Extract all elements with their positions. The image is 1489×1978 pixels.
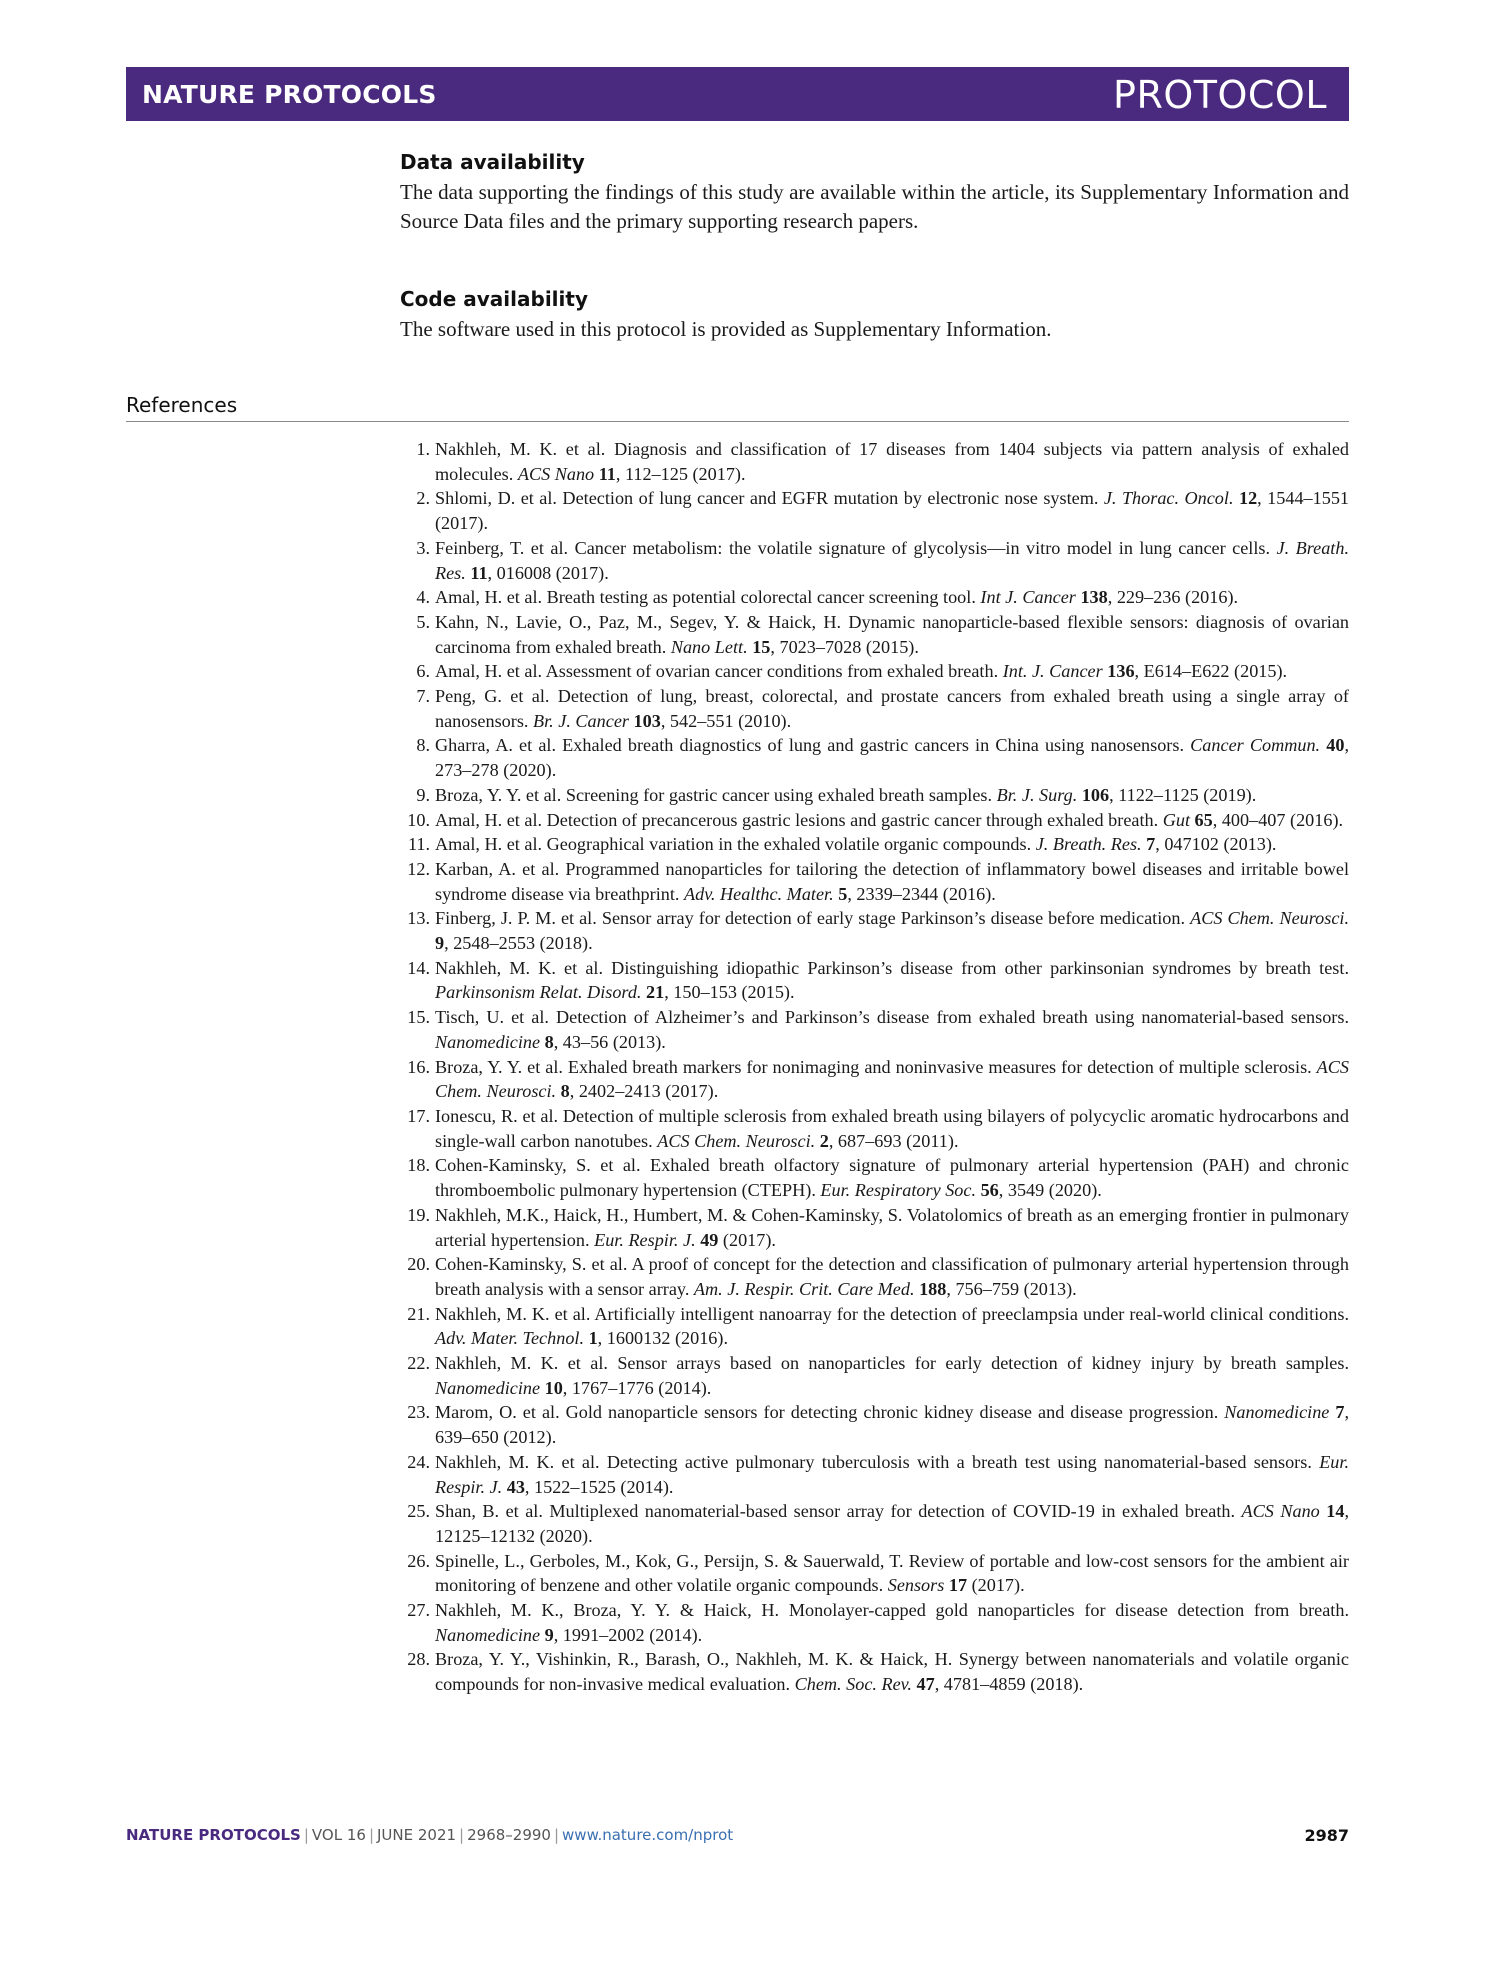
reference-volume: 11 — [470, 562, 488, 583]
reference-item — [400, 1549, 1349, 1598]
journal-header-bar — [126, 67, 1349, 121]
reference-number: 22. — [407, 1353, 430, 1374]
reference-pages: , 1122–1125 (2019). — [1109, 784, 1257, 805]
reference-volume: 14 — [1326, 1501, 1345, 1522]
page-number: 2987 — [1304, 1826, 1349, 1845]
reference-pages: , 273–278 (2020). — [435, 735, 1350, 781]
reference-text: Broza, Y. Y. et al. Exhaled breath markers for nonimaging and noninvasive measures for detection of multiple sclerosis. — [435, 1056, 1312, 1077]
reference-pages: , 1544–1551 (2017). — [435, 488, 1350, 534]
reference-item — [400, 1400, 1349, 1449]
reference-number: 14. — [407, 957, 430, 978]
reference-volume: 188 — [919, 1278, 947, 1299]
reference-journal: Br. J. Surg. — [996, 784, 1078, 805]
journal-name: NATURE PROTOCOLS — [142, 80, 437, 109]
reference-text: Peng, G. et al. Detection of lung, breast, colorectal, and prostate cancers from exhaled breath using a single array of nanosensors. — [435, 686, 1349, 731]
reference-journal: J. Thorac. Oncol. — [1103, 488, 1234, 509]
reference-pages: , 2548–2553 (2018). — [444, 933, 593, 954]
reference-number: 12. — [407, 858, 430, 879]
reference-item — [400, 1153, 1349, 1202]
reference-journal: Adv. Healthc. Mater. — [684, 883, 834, 904]
reference-volume: 103 — [633, 710, 661, 731]
reference-volume: 5 — [838, 883, 848, 904]
footer-url-link[interactable]: www.nature.com/nprot — [562, 1826, 734, 1844]
reference-volume: 8 — [544, 1031, 554, 1052]
reference-text: Shan, B. et al. Multiplexed nanomaterial-based sensor array for detection of COVID-19 in exhaled breath. — [435, 1501, 1236, 1522]
reference-volume: 7 — [1146, 834, 1156, 855]
reference-number: 23. — [407, 1402, 430, 1423]
reference-journal: J. Breath. Res. — [435, 537, 1349, 583]
reference-pages: , E614–E622 (2015). — [1134, 661, 1288, 682]
reference-number: 10. — [407, 809, 430, 830]
reference-journal: Br. J. Cancer — [533, 710, 629, 731]
data-availability-section — [400, 150, 1349, 236]
reference-volume: 1 — [588, 1328, 598, 1349]
reference-text: Karban, A. et al. Programmed nanoparticles for tailoring the detection of inflammatory bowel diseases and irritable bowel syndrome disease via breathprint. — [435, 858, 1349, 904]
reference-volume: 21 — [646, 982, 665, 1003]
reference-item — [400, 437, 1349, 486]
code-availability-section — [400, 287, 1349, 344]
reference-text: Nakhleh, M. K. et al. Sensor arrays based on nanoparticles for early detection of kidney injury by breath samples. — [435, 1353, 1349, 1374]
reference-item — [400, 1450, 1349, 1499]
reference-journal: Nanomedicine — [435, 1624, 541, 1645]
reference-journal: Cancer Commun. — [1190, 735, 1321, 756]
reference-volume: 136 — [1107, 661, 1135, 682]
footer-journal: NATURE PROTOCOLS — [126, 1826, 301, 1844]
reference-item — [400, 684, 1349, 733]
reference-number: 6. — [416, 661, 430, 682]
reference-volume: 7 — [1335, 1402, 1345, 1423]
reference-item — [400, 1647, 1349, 1696]
reference-text: Marom, O. et al. Gold nanoparticle sensors for detecting chronic kidney disease and disease progression. — [435, 1402, 1219, 1423]
reference-volume: 8 — [560, 1081, 570, 1102]
footer-separator: | — [459, 1826, 465, 1844]
footer-pages: 2968–2990 — [467, 1826, 551, 1844]
footer-separator: | — [303, 1826, 309, 1844]
reference-journal: Sensors — [887, 1575, 945, 1596]
reference-volume: 65 — [1194, 809, 1213, 830]
reference-text: Tisch, U. et al. Detection of Alzheimer’s and Parkinson’s disease from exhaled breath using nanomaterial-based sensors. — [435, 1007, 1349, 1028]
reference-number: 1. — [416, 439, 430, 459]
reference-volume: 43 — [506, 1476, 525, 1497]
code-availability-text: The software used in this protocol is provided as Supplementary Information. — [400, 317, 1052, 341]
reference-journal: Adv. Mater. Technol. — [435, 1328, 585, 1349]
data-availability-text: The data supporting the findings of this study are available within the article, its Supplementary Information and Source Data files and the primary supporting research papers. — [400, 180, 1349, 233]
reference-volume: 9 — [435, 933, 445, 954]
reference-pages: , 7023–7028 (2015). — [770, 636, 919, 657]
reference-pages: , 112–125 (2017). — [615, 463, 746, 484]
reference-journal: ACS Chem. Neurosci. — [657, 1130, 816, 1151]
reference-text: Nakhleh, M. K., Broza, Y. Y. & Haick, H. Monolayer-capped gold nanoparticles for disease detection from breath. — [435, 1600, 1349, 1621]
reference-volume: 47 — [916, 1674, 935, 1695]
reference-number: 20. — [407, 1254, 430, 1275]
reference-volume: 17 — [948, 1575, 968, 1596]
reference-journal: Chem. Soc. Rev. — [794, 1674, 912, 1695]
reference-journal: Nanomedicine — [435, 1031, 541, 1052]
reference-pages: , 2402–2413 (2017). — [569, 1081, 719, 1102]
reference-number: 11. — [407, 834, 430, 855]
reference-journal: ACS Nano — [1241, 1501, 1320, 1522]
reference-volume: 49 — [700, 1229, 719, 1250]
reference-journal: Eur. Respiratory Soc. — [820, 1180, 977, 1201]
reference-text: Gharra, A. et al. Exhaled breath diagnostics of lung and gastric cancers in China using nanosensors. — [435, 735, 1184, 756]
reference-number: 27. — [407, 1600, 430, 1621]
reference-number: 21. — [407, 1303, 430, 1324]
reference-number: 13. — [407, 908, 430, 929]
reference-pages: , 1522–1525 (2014). — [524, 1476, 674, 1497]
reference-item — [400, 956, 1349, 1005]
reference-item — [400, 1351, 1349, 1400]
reference-text: Amal, H. et al. Detection of precancerous gastric lesions and gastric cancer through exhaled breath. — [435, 809, 1159, 830]
reference-number: 17. — [407, 1105, 430, 1126]
reference-pages: , 016008 (2017). — [487, 562, 609, 583]
reference-number: 15. — [407, 1007, 430, 1028]
reference-text: Nakhleh, M. K. et al. Artificially intelligent nanoarray for the detection of preeclampsia under real-world clinical conditions. — [435, 1303, 1349, 1324]
reference-number: 9. — [416, 784, 430, 805]
reference-text: Amal, H. et al. Assessment of ovarian cancer conditions from exhaled breath. — [435, 661, 999, 682]
footer-separator: | — [553, 1826, 560, 1844]
reference-pages: , 4781–4859 (2018). — [934, 1674, 1084, 1695]
reference-item — [400, 808, 1349, 833]
reference-number: 28. — [407, 1649, 430, 1670]
reference-text: Cohen-Kaminsky, S. et al. Exhaled breath olfactory signature of pulmonary arterial hypertension (PAH) and chronic thromboembolic pulmonary hypertension (CTEPH). — [435, 1155, 1349, 1201]
reference-text: Nakhleh, M.K., Haick, H., Humbert, M. & Cohen-Kaminsky, S. Volatolomics of breath as an emerging frontier in pulmonary arterial hypertension. — [435, 1204, 1349, 1250]
reference-pages: , 400–407 (2016). — [1212, 809, 1344, 830]
reference-journal: Eur. Respir. J. — [435, 1451, 1349, 1497]
reference-number: 5. — [416, 611, 430, 632]
reference-pages: , 1991–2002 (2014). — [553, 1624, 703, 1645]
reference-number: 18. — [407, 1155, 430, 1176]
reference-text: Broza, Y. Y. et al. Screening for gastric cancer using exhaled breath samples. — [435, 784, 993, 805]
reference-item — [400, 536, 1349, 585]
reference-pages: , 3549 (2020). — [998, 1180, 1102, 1201]
page-footer — [126, 1826, 1349, 1850]
reference-number: 4. — [416, 587, 430, 608]
reference-journal: ACS Nano — [517, 463, 595, 484]
reference-number: 3. — [416, 537, 430, 558]
reference-text: Amal, H. et al. Breath testing as potential colorectal cancer screening tool. — [435, 587, 976, 608]
footer-volume: VOL 16 — [311, 1826, 366, 1844]
reference-volume: 138 — [1080, 587, 1108, 608]
reference-volume: 106 — [1081, 784, 1110, 805]
reference-journal: Nanomedicine — [435, 1377, 541, 1398]
reference-text: Amal, H. et al. Geographical variation in the exhaled volatile organic compounds. — [435, 834, 1032, 855]
footer-separator: | — [368, 1826, 374, 1844]
reference-journal: J. Breath. Res. — [1035, 834, 1142, 855]
reference-journal: Gut — [1162, 809, 1190, 830]
reference-item — [400, 659, 1349, 684]
reference-item — [400, 832, 1349, 857]
reference-pages: , 687–693 (2011). — [828, 1130, 959, 1151]
reference-volume: 2 — [819, 1130, 829, 1151]
reference-pages: , 756–759 (2013). — [946, 1278, 1077, 1299]
reference-journal: Int J. Cancer — [980, 587, 1076, 608]
reference-journal: ACS Chem. Neurosci. — [435, 1056, 1350, 1102]
reference-item — [400, 1055, 1349, 1104]
reference-number: 25. — [407, 1501, 430, 1522]
reference-number: 7. — [416, 686, 430, 707]
reference-pages: , 229–236 (2016). — [1107, 587, 1239, 608]
reference-item — [400, 1104, 1349, 1153]
reference-pages: , 047102 (2013). — [1155, 834, 1277, 855]
reference-number: 19. — [407, 1204, 430, 1225]
reference-pages: (2017). — [718, 1229, 776, 1250]
reference-item — [400, 1302, 1349, 1351]
reference-text: Kahn, N., Lavie, O., Paz, M., Segev, Y. & Haick, H. Dynamic nanoparticle-based flexible sensors: diagnosis of ovarian carcinoma from exhaled breath. — [435, 611, 1349, 657]
references-heading: References — [126, 393, 1349, 422]
reference-pages: , 2339–2344 (2016). — [847, 883, 996, 904]
reference-text: Cohen-Kaminsky, S. et al. A proof of concept for the detection and classification of pulmonary arterial hypertension through breath analysis with a sensor array. — [435, 1254, 1349, 1299]
article-type: PROTOCOL — [1113, 73, 1327, 117]
code-availability-heading: Code availability — [400, 287, 588, 311]
reference-item — [400, 906, 1349, 955]
reference-journal: Am. J. Respir. Crit. Care Med. — [693, 1278, 915, 1299]
reference-text: Ionescu, R. et al. Detection of multiple sclerosis from exhaled breath using bilayers of polycyclic aromatic hydrocarbons and single-wall carbon nanotubes. — [435, 1105, 1349, 1151]
reference-journal: ACS Chem. Neurosci. — [1190, 908, 1350, 929]
reference-pages: , 639–650 (2012). — [435, 1402, 1350, 1448]
reference-number: 26. — [407, 1550, 430, 1571]
reference-item — [400, 1203, 1349, 1252]
reference-volume: 12 — [1238, 488, 1258, 509]
reference-text: Feinberg, T. et al. Cancer metabolism: the volatile signature of glycolysis—in vitro model in lung cancer cells. — [435, 537, 1271, 558]
reference-pages: , 1600132 (2016). — [597, 1328, 728, 1349]
reference-item — [400, 733, 1349, 782]
reference-text: Nakhleh, M. K. et al. Detecting active pulmonary tuberculosis with a breath test using nanomaterial-based sensors. — [435, 1451, 1312, 1472]
reference-journal: Int. J. Cancer — [1002, 661, 1103, 682]
reference-volume: 11 — [598, 463, 616, 484]
reference-text: Broza, Y. Y., Vishinkin, R., Barash, O., Nakhleh, M. K. & Haick, H. Synergy between nanomaterials and volatile organic compounds for non-invasive medical evaluation. — [435, 1649, 1349, 1695]
reference-pages: , 43–56 (2013). — [553, 1031, 666, 1052]
reference-number: 8. — [416, 735, 430, 756]
reference-text: Shlomi, D. et al. Detection of lung cancer and EGFR mutation by electronic nose system. — [435, 488, 1099, 509]
reference-volume: 56 — [980, 1180, 999, 1201]
reference-pages: , 1767–1776 (2014). — [562, 1377, 712, 1398]
reference-item — [400, 857, 1349, 906]
reference-journal: Nano Lett. — [670, 636, 748, 657]
reference-item — [400, 1005, 1349, 1054]
reference-item — [400, 1598, 1349, 1647]
reference-text: Nakhleh, M. K. et al. Diagnosis and classification of 17 diseases from 1404 subjects via pattern analysis of exhaled molecules. — [435, 439, 1349, 484]
reference-volume: 15 — [752, 636, 771, 657]
reference-volume: 9 — [544, 1624, 554, 1645]
reference-number: 2. — [416, 488, 430, 509]
reference-item — [400, 585, 1349, 610]
reference-item — [400, 486, 1349, 535]
reference-volume: 10 — [544, 1377, 563, 1398]
reference-pages: , 542–551 (2010). — [660, 710, 792, 731]
reference-item — [400, 1499, 1349, 1548]
reference-item — [400, 783, 1349, 808]
reference-pages: , 12125–12132 (2020). — [435, 1501, 1349, 1546]
reference-number: 24. — [407, 1451, 430, 1472]
reference-item — [400, 1252, 1349, 1301]
reference-text: Finberg, J. P. M. et al. Sensor array for detection of early stage Parkinson’s disease before medication. — [435, 908, 1186, 929]
reference-pages: , 150–153 (2015). — [664, 982, 795, 1003]
reference-pages: (2017). — [967, 1575, 1025, 1596]
reference-text: Nakhleh, M. K. et al. Distinguishing idiopathic Parkinson’s disease from other parkinsonian syndromes by breath test. — [435, 957, 1349, 978]
reference-text: Spinelle, L., Gerboles, M., Kok, G., Persijn, S. & Sauerwald, T. Review of portable and low-cost sensors for the ambient air monitoring of benzene and other volatile organic compounds. — [435, 1550, 1349, 1596]
reference-item — [400, 610, 1349, 659]
reference-journal: Parkinsonism Relat. Disord. — [435, 982, 642, 1003]
reference-journal: Eur. Respir. J. — [594, 1229, 696, 1250]
reference-number: 16. — [407, 1056, 430, 1077]
reference-list — [400, 437, 1349, 1697]
reference-journal: Nanomedicine — [1224, 1402, 1330, 1423]
data-availability-heading: Data availability — [400, 150, 585, 174]
footer-date: JUNE 2021 — [377, 1826, 457, 1844]
reference-volume: 40 — [1326, 735, 1345, 756]
